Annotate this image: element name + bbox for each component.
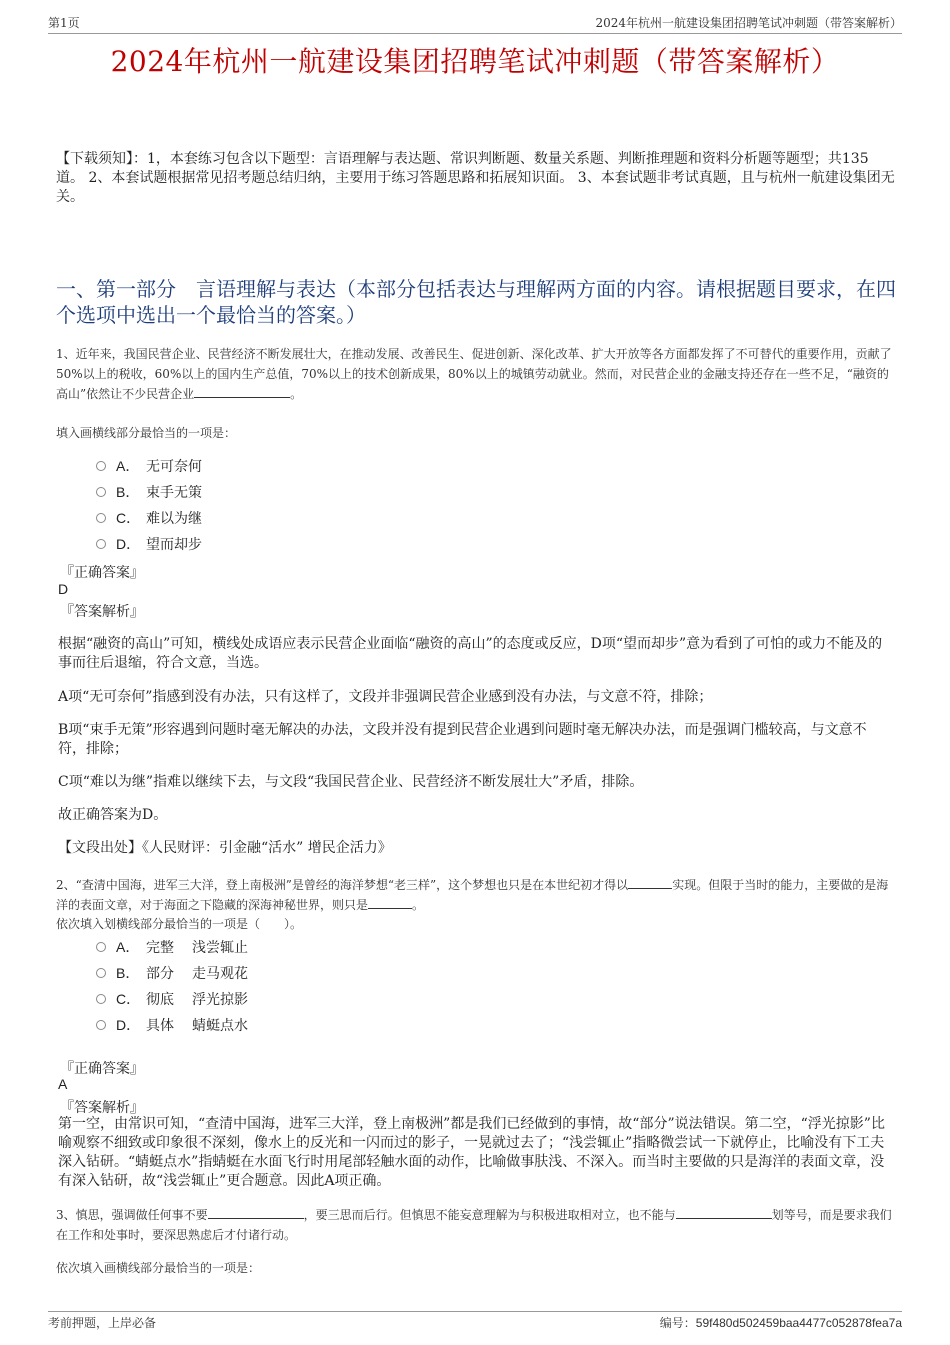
section-part: 一、第一部分 bbox=[56, 277, 176, 301]
radio-circle-icon[interactable] bbox=[96, 942, 106, 952]
question-2-text bbox=[56, 875, 898, 915]
option-letter: C． bbox=[116, 991, 141, 1007]
q1-analysis-para-1: 根据“融资的高山”可知，横线处成语应表示民营企业面临“融资的高山”的态度或反应，D项“望而却步”意为看到了可怕的或力不能及的事而往后退缩，符合文意，当选。 bbox=[58, 636, 883, 671]
q1-analysis-para-4: C项“难以为继”指难以继续下去，与文段“我国民营企业、民营经济不断发展壮大”矛盾，排除。 bbox=[58, 774, 644, 790]
fill-blank bbox=[368, 896, 412, 909]
option-text: 无可奈何 bbox=[146, 459, 202, 475]
doc-code-label: 编号： bbox=[659, 1316, 696, 1330]
fill-blank bbox=[628, 876, 672, 889]
question-3-stem-mid: ，要三思而后行。但慎思不能妄意理解为与积极进取相对立，也不能与 bbox=[303, 1208, 676, 1222]
q1-option-a[interactable] bbox=[96, 456, 202, 476]
q2-option-b[interactable] bbox=[96, 963, 248, 983]
question-2-stem-mid: 实现。但限于当时的能力，主要做的是海洋的表面文章，对于海面之下隐藏的深海神秘世界，则只是 bbox=[56, 878, 889, 912]
fill-blank bbox=[194, 385, 290, 398]
question-2-stem: 2、“查清中国海，进军三大洋，登上南极洲”是曾经的海洋梦想“老三样”，这个梦想也只是在本世纪初才得以 bbox=[56, 878, 629, 892]
option-word-1: 彻底 bbox=[146, 992, 174, 1008]
fill-blank bbox=[676, 1206, 772, 1219]
option-word-1: 完整 bbox=[146, 940, 174, 956]
question-1-stem: 1、近年来，我国民营企业、民营经济不断发展壮大，在推动发展、改善民生、促进创新、深化改革、扩大开放等各方面都发挥了不可替代的重要作用，贡献了50%以上的税收，60%以上的国内生产总值，70%以上的技术创新成果，80%以上的城镇劳动就业。然而，对民营企业的金融支持还存在一些不足，“融资的高山”依然让不少民营企业 bbox=[56, 347, 892, 401]
question-3-prompt: 依次填入画横线部分最恰当的一项是： bbox=[56, 1261, 261, 1275]
option-word-2: 浅尝辄止 bbox=[192, 940, 248, 956]
radio-circle-icon[interactable] bbox=[96, 1020, 106, 1030]
section-title: 言语理解与表达（本部分包括表达与理解两方面的内容。请根据题目要求，在四个选项中选出一个最恰当的答案。） bbox=[56, 277, 896, 327]
question-1-text bbox=[56, 344, 898, 404]
radio-circle-icon[interactable] bbox=[96, 539, 106, 549]
q1-analysis-para-2: A项“无可奈何”指感到没有办法，只有这样了，文段并非强调民营企业感到没有办法，与文意不符，排除； bbox=[58, 689, 713, 705]
q1-analysis-label: 『答案解析』 bbox=[60, 604, 144, 620]
q2-correct-answer-label: 『正确答案』 bbox=[60, 1061, 144, 1077]
q1-option-c[interactable] bbox=[96, 508, 202, 528]
radio-circle-icon[interactable] bbox=[96, 513, 106, 523]
download-notice: 【下载须知】：1，本套练习包含以下题型：言语理解与表达题、常识判断题、数量关系题、判断推理题和资料分析题等题型；共135道。 2、本套试题根据常见招考题总结归纳，主要用于练习答题思路和拓展知识面。 3、本套试题非考试真题，且与杭州一航建设集团无关。 bbox=[56, 151, 895, 205]
header-doc-title: 2024年杭州一航建设集团招聘笔试冲刺题（带答案解析） bbox=[595, 16, 902, 30]
question-2-stem-end: 。 bbox=[412, 898, 425, 912]
radio-circle-icon[interactable] bbox=[96, 994, 106, 1004]
radio-circle-icon[interactable] bbox=[96, 461, 106, 471]
page-number: 第1页 bbox=[48, 16, 80, 30]
fill-blank bbox=[208, 1206, 304, 1219]
doc-code-value: 59f480d502459baa4477c052878fea7a bbox=[695, 1316, 902, 1330]
q1-option-d[interactable] bbox=[96, 534, 202, 554]
option-word-1: 具体 bbox=[146, 1018, 174, 1034]
question-3-stem-end: 划等号，而是要求我们在工作和处事时，要深思熟虑后才付诸行动。 bbox=[56, 1208, 892, 1242]
q1-correct-answer: D bbox=[58, 581, 69, 597]
option-letter: B． bbox=[116, 965, 140, 981]
footer-divider bbox=[48, 1311, 902, 1312]
footer-doc-code bbox=[660, 1314, 902, 1331]
section-heading bbox=[56, 276, 896, 328]
question-1-stem-end: 。 bbox=[290, 387, 303, 401]
option-text: 望而却步 bbox=[146, 537, 202, 553]
q2-analysis-label: 『答案解析』 bbox=[60, 1100, 144, 1116]
option-word-1: 部分 bbox=[146, 966, 174, 982]
q2-analysis: 第一空，由常识可知，“查清中国海，进军三大洋，登上南极洲”都是我们已经做到的事情，故“部分”说法错误。第二空，“浮光掠影”比喻观察不细致或印象很不深刻，像水上的反光和一闪而过的影子，一晃就过去了；“浅尝辄止”指略微尝试一下就停止，比喻没有下工夫深入钻研。“蜻蜓点水”指蜻蜓在水面飞行时用尾部轻触水面的动作，比喻做事肤浅、不深入。而当时主要做的只是海洋的表面文章，没有深入钻研，故“浅尝辄止”更合题意。因此A项正确。 bbox=[58, 1116, 885, 1189]
option-letter: A． bbox=[116, 458, 140, 474]
option-word-2: 走马观花 bbox=[192, 966, 248, 982]
q2-option-a[interactable] bbox=[96, 937, 248, 957]
option-letter: D． bbox=[116, 536, 141, 552]
question-3-stem: 3、慎思，强调做任何事不要 bbox=[56, 1208, 208, 1222]
question-2-prompt: 依次填入划横线部分最恰当的一项是（ ）。 bbox=[56, 917, 303, 931]
q2-option-d[interactable] bbox=[96, 1015, 248, 1035]
option-letter: B． bbox=[116, 484, 140, 500]
page-title: 2024年杭州一航建设集团招聘笔试冲刺题（带答案解析） bbox=[110, 45, 840, 78]
radio-circle-icon[interactable] bbox=[96, 487, 106, 497]
option-word-2: 蜻蜓点水 bbox=[192, 1018, 248, 1034]
q1-option-b[interactable] bbox=[96, 482, 202, 502]
header-divider bbox=[48, 33, 902, 34]
option-letter: C． bbox=[116, 510, 141, 526]
q1-analysis-para-5: 故正确答案为D。 bbox=[58, 807, 168, 823]
q2-correct-answer: A bbox=[58, 1076, 68, 1092]
radio-circle-icon[interactable] bbox=[96, 968, 106, 978]
option-letter: A． bbox=[116, 939, 140, 955]
q1-correct-answer-label: 『正确答案』 bbox=[60, 565, 144, 581]
q2-option-c[interactable] bbox=[96, 989, 248, 1009]
option-word-2: 浮光掠影 bbox=[192, 992, 248, 1008]
question-3-text bbox=[56, 1205, 898, 1245]
option-text: 束手无策 bbox=[146, 485, 202, 501]
option-letter: D． bbox=[116, 1017, 141, 1033]
footer-slogan: 考前押题，上岸必备 bbox=[48, 1316, 157, 1330]
q1-source: 【文段出处】《人民财评：引金融“活水” 增民企活力》 bbox=[58, 840, 392, 856]
q1-analysis-para-3: B项“束手无策”形容遇到问题时毫无解决的办法，文段并没有提到民营企业遇到问题时毫无解决办法，而是强调门槛较高，与文意不符，排除； bbox=[58, 722, 867, 757]
option-text: 难以为继 bbox=[146, 511, 202, 527]
question-1-prompt: 填入画横线部分最恰当的一项是： bbox=[56, 426, 237, 440]
